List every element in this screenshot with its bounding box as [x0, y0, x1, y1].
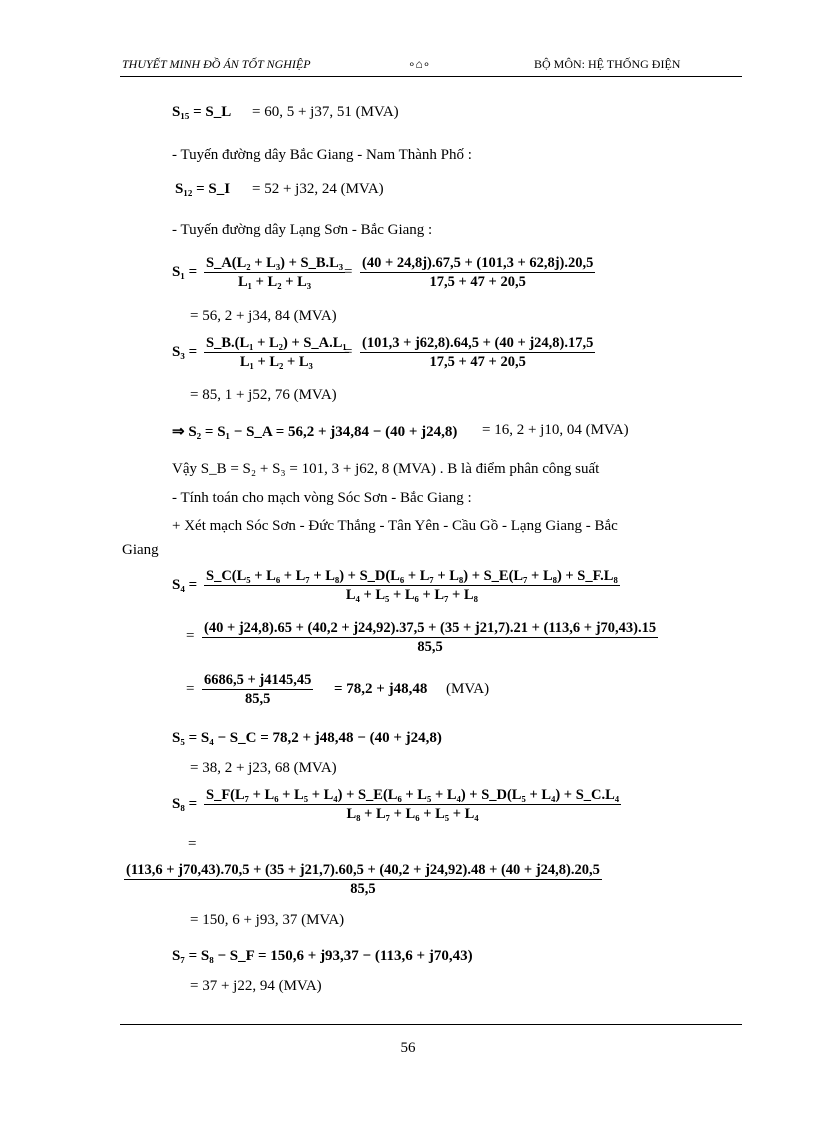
xet-mach-line: + Xét mạch Sóc Sơn - Đức Thắng - Tân Yên - Cầu Gồ - Lạng Giang - Bắc	[172, 518, 618, 534]
s1-right-numerator: (40 + 24,8j).67,5 + (101,3 + 62,8j).20,5	[362, 255, 594, 271]
s15-lhs: S₁₅ = S_L	[172, 104, 232, 120]
s3-fraction-right	[360, 335, 595, 371]
s1-lhs: S₁ =	[172, 264, 198, 280]
s4-numerator: S_C(L₅ + L₆ + L₇ + L₈) + S_D(L₆ + L₇ + L₈) + S_E(L₇ + L₈) + S_F.L₈	[206, 568, 618, 584]
s4b-equals: =	[186, 628, 195, 644]
line-bacgiang-nam: - Tuyến đường dây Bắc Giang - Nam Thành Phố :	[172, 147, 472, 163]
s1-fraction-right	[360, 255, 595, 291]
tinh-toan-heading: - Tính toán cho mạch vòng Sóc Sơn - Bắc Giang :	[172, 490, 472, 506]
giang-line: Giang	[122, 542, 159, 558]
page-number: 56	[400, 1040, 416, 1056]
s4c-numerator: 6686,5 + j4145,45	[204, 672, 312, 688]
s1-fraction	[204, 255, 345, 291]
s3-numerator: S_B.(L₁ + L₂) + S_A.L₁	[206, 335, 347, 351]
header-left: THUYẾT MINH ĐỒ ÁN TỐT NGHIỆP	[122, 57, 311, 71]
s3-lhs: S₃ =	[172, 344, 198, 360]
header-right: BỘ MÔN: HỆ THỐNG ĐIỆN	[534, 57, 681, 71]
s4c-denominator: 85,5	[244, 691, 271, 707]
s2-value: = 16, 2 + j10, 04 (MVA)	[482, 422, 629, 438]
s4c-equals: =	[186, 681, 195, 697]
s8-lhs: S₈ =	[172, 796, 198, 812]
s4-denominator: L₄ + L₅ + L₆ + L₇ + L₈	[345, 587, 478, 603]
header-rule	[120, 76, 742, 77]
s4c-fraction	[202, 672, 313, 708]
s4c-value: = 78,2 + j48,48	[334, 681, 428, 697]
s5-expression: S₅ = S₄ − S_C = 78,2 + j48,48 − (40 + j24,8)	[172, 730, 442, 746]
s12-value: = 52 + j32, 24 (MVA)	[252, 181, 384, 197]
s1-right-denominator: 17,5 + 47 + 20,5	[429, 274, 526, 290]
s5-value: = 38, 2 + j23, 68 (MVA)	[190, 760, 337, 776]
s8b-fraction	[124, 862, 602, 898]
s12-lhs: S₁₂ = S_I	[175, 181, 231, 197]
s3-value: = 85, 1 + j52, 76 (MVA)	[190, 387, 337, 403]
s1-equals: =	[344, 264, 353, 280]
s4-lhs: S₄ =	[172, 577, 198, 593]
s1-numerator: S_A(L₂ + L₃) + S_B.L₃	[206, 255, 344, 271]
s4c-unit: (MVA)	[446, 681, 490, 697]
s8b-numerator: (113,6 + j70,43).70,5 + (35 + j21,7).60,5 + (40,2 + j24,92).48 + (40 + j24,8).20,5	[126, 862, 600, 878]
s3-fraction	[204, 335, 349, 371]
s1-denominator: L₁ + L₂ + L₃	[238, 274, 312, 290]
footer-rule	[120, 1024, 742, 1025]
s4b-numerator: (40 + j24,8).65 + (40,2 + j24,92).37,5 + (35 + j21,7).21 + (113,6 + j70,43).15	[204, 620, 657, 636]
s2-expression: ⇒ S₂ = S₁ − S_A = 56,2 + j34,84 − (40 + j24,8)	[172, 424, 458, 440]
vay-statement: Vậy S_B = S₂ + S₃ = 101, 3 + j62, 8 (MVA) . B là điểm phân công suất	[172, 461, 600, 477]
s3-denominator: L₁ + L₂ + L₃	[239, 354, 313, 370]
s8-fraction	[204, 787, 621, 823]
s4b-denominator: 85,5	[417, 639, 443, 655]
s3-right-denominator: 17,5 + 47 + 20,5	[429, 354, 526, 370]
s15-value: = 60, 5 + j37, 51 (MVA)	[252, 104, 399, 120]
s8b-denominator: 85,5	[350, 881, 376, 897]
line-langson: - Tuyến đường dây Lạng Sơn - Bắc Giang :	[172, 222, 433, 238]
s7-value: = 37 + j22, 94 (MVA)	[190, 978, 322, 994]
s8-numerator: S_F(L₇ + L₆ + L₅ + L₄) + S_E(L₆ + L₅ + L₄) + S_D(L₅ + L₄) + S_C.L₄	[206, 787, 620, 803]
header-ornament: ∘⌂∘	[408, 57, 431, 71]
s3-equals: =	[344, 344, 353, 360]
s8-denominator: L₈ + L₇ + L₆ + L₅ + L₄	[346, 806, 479, 822]
s1-value: = 56, 2 + j34, 84 (MVA)	[190, 308, 337, 324]
s4b-fraction	[202, 620, 658, 656]
s8-equals: =	[188, 836, 197, 852]
s7-expression: S₇ = S₈ − S_F = 150,6 + j93,37 − (113,6 + j70,43)	[172, 948, 473, 964]
s4-fraction	[204, 568, 620, 604]
s8-value: = 150, 6 + j93, 37 (MVA)	[190, 912, 345, 928]
s3-right-numerator: (101,3 + j62,8).64,5 + (40 + j24,8).17,5	[362, 335, 594, 351]
